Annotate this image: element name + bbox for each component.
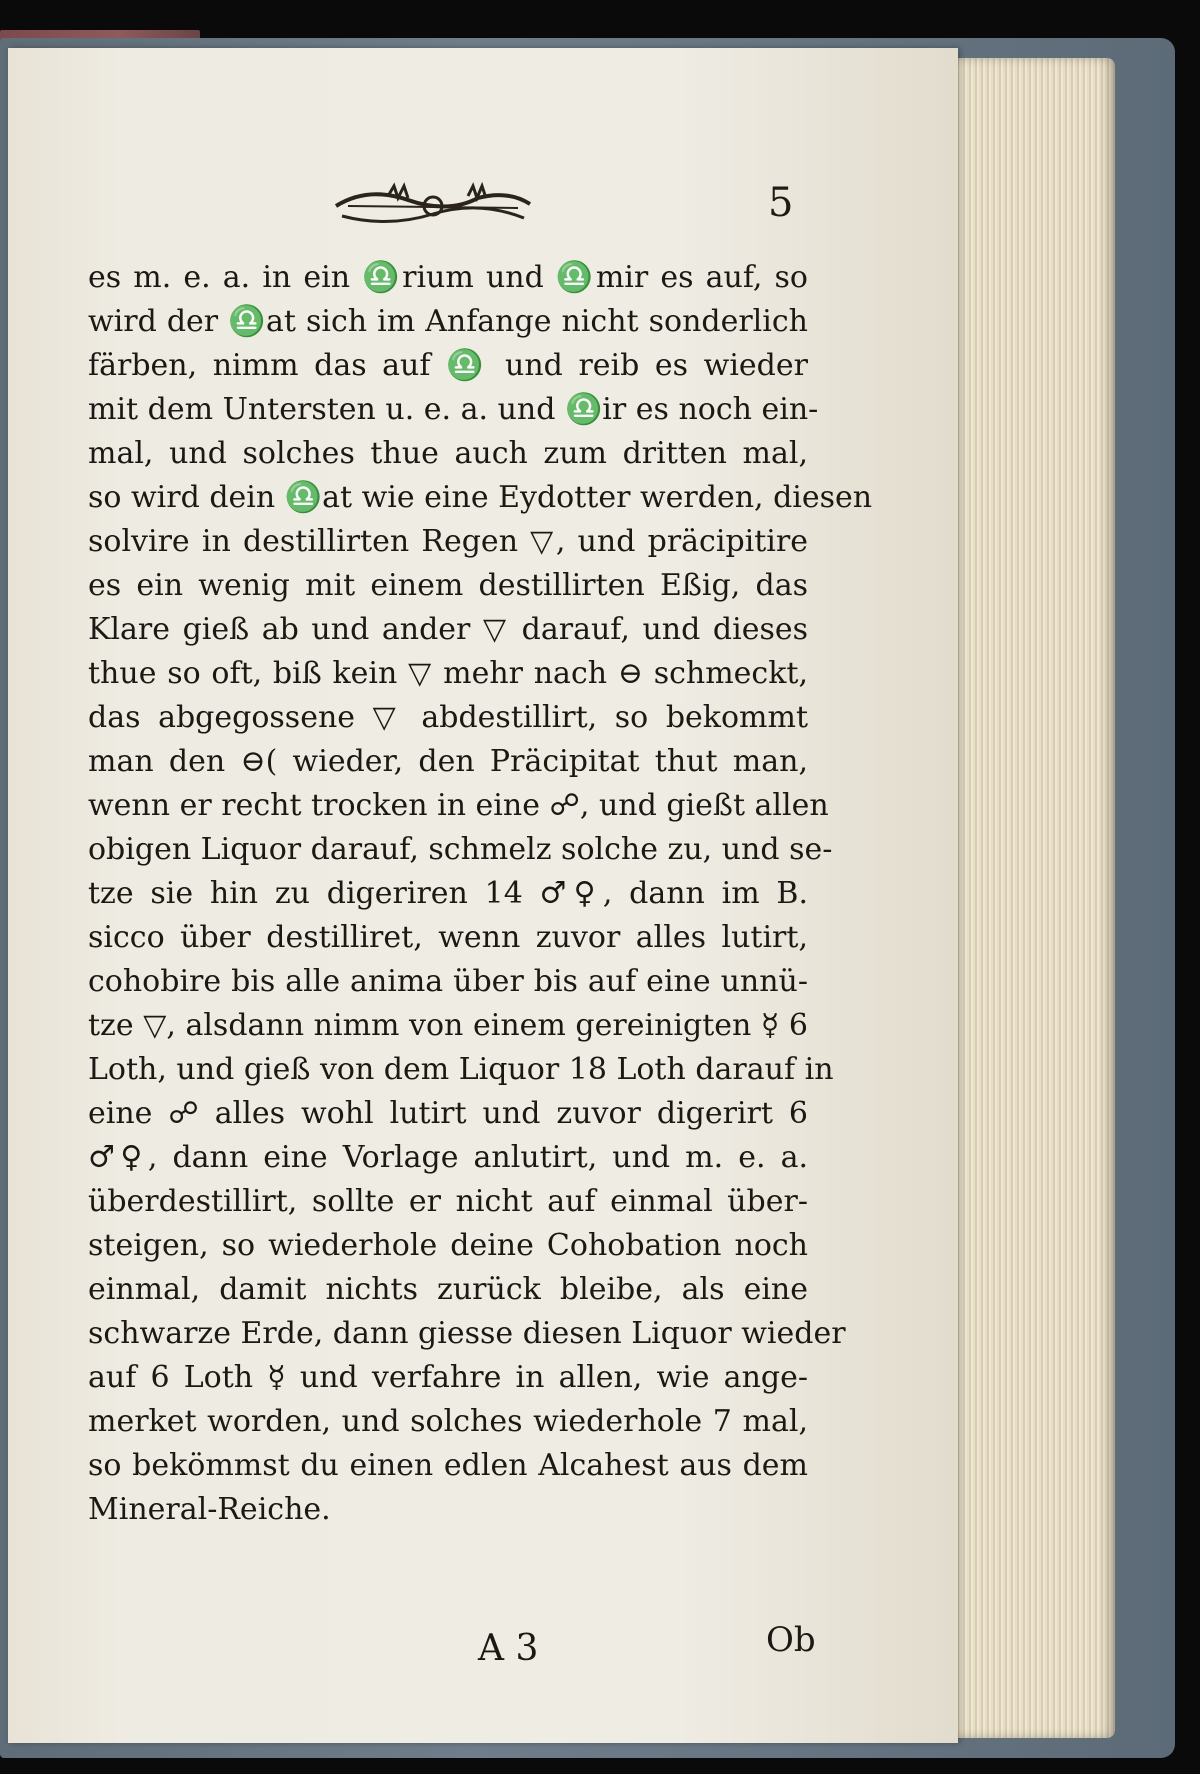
text-line: ♂♀, dann eine Vorlage anlutirt, und m. e. a. [88,1140,808,1175]
text-line: solvire in destillirten Regen ▽, und präcipitire [88,524,808,559]
text-line: es ein wenig mit einem destillirten Eßig, das [88,568,808,603]
text-line: das abgegossene ▽ abdestillirt, so bekommt [88,700,808,735]
book-page [8,48,958,1743]
text-line: es m. e. a. in ein ♎rium und ♎mir es auf, so [88,260,808,295]
text-line: man den ⊖( wieder, den Präcipitat thut man, [88,744,808,779]
text-line: merket worden, und solches wiederhole 7 mal, [88,1404,808,1439]
text-line: thue so oft, biß kein ▽ mehr nach ⊖ schmeckt, [88,656,808,691]
text-line: überdestillirt, sollte er nicht auf einmal über- [88,1184,808,1219]
text-line: mal, und solches thue auch zum dritten mal, [88,436,808,471]
text-line: wird der ♎at sich im Anfange nicht sonderlich [88,304,808,339]
text-line: tze sie hin zu digeriren 14 ♂♀, dann im B. [88,876,808,911]
text-line: auf 6 Loth ☿ und verfahre in allen, wie ange- [88,1360,808,1395]
text-line: wenn er recht trocken in eine ☍, und gießt allen [88,788,829,823]
text-line: Loth, und gieß von dem Liquor 18 Loth darauf in [88,1052,834,1087]
text-line: obigen Liquor darauf, schmelz solche zu, und se- [88,832,833,867]
text-line: sicco über destilliret, wenn zuvor alles lutirt, [88,920,808,955]
text-line: Klare gieß ab und ander ▽ darauf, und dieses [88,612,808,647]
text-line: Mineral-Reiche. [88,1492,331,1527]
text-line: tze ▽, alsdann nimm von einem gereinigten ☿ 6 [88,1008,808,1043]
ornament-headpiece [328,176,538,232]
text-line: so wird dein ♎at wie eine Eydotter werden, diesen [88,480,873,515]
printer-signature: A 3 [478,1628,539,1669]
text-line: schwarze Erde, dann giesse diesen Liquor wieder [88,1316,846,1351]
text-line: einmal, damit nichts zurück bleibe, als eine [88,1272,808,1307]
text-line: färben, nimm das auf ♎ und reib es wieder [88,348,808,383]
catchword: Ob [766,1620,816,1660]
text-line: cohobire bis alle anima über bis auf eine unnü- [88,964,808,999]
text-line: mit dem Untersten u. e. a. und ♎ir es noch ein- [88,392,819,427]
text-line: steigen, so wiederhole deine Cohobation noch [88,1228,808,1263]
page-number: 5 [768,180,794,226]
text-line: eine ☍ alles wohl lutirt und zuvor digerirt 6 [88,1096,808,1131]
body-text [88,256,873,1532]
text-line: so bekömmst du einen edlen Alcahest aus dem [88,1448,808,1483]
